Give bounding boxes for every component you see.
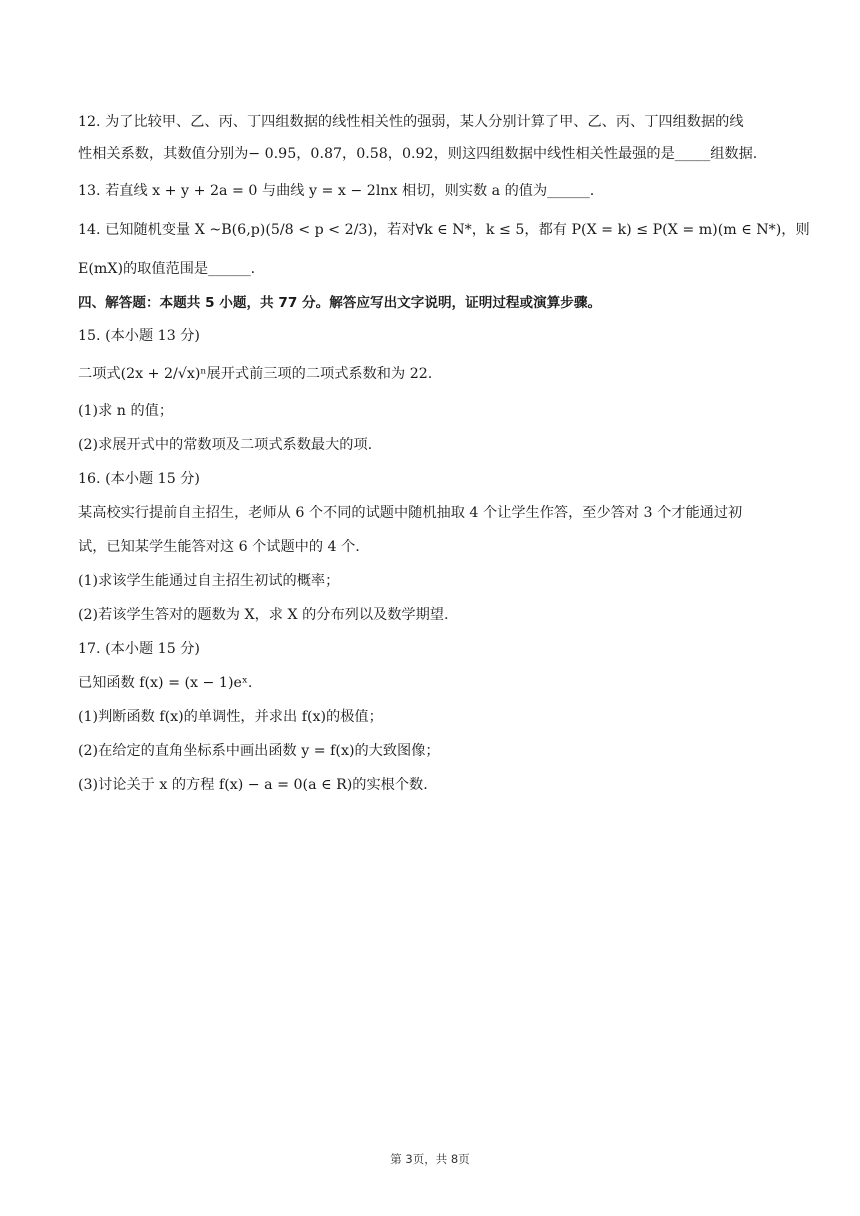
q16-part-2: (2)若该学生答对的题数为 X，求 X 的分布列以及数学期望. — [78, 607, 449, 623]
q17-part-1: (1)判断函数 f(x)的单调性，并求出 f(x)的极值； — [78, 709, 383, 725]
q12-line-1: 12. 为了比较甲、乙、丙、丁四组数据的线性相关性的强弱，某人分别计算了甲、乙、丙、丁四组数据的线 — [78, 114, 744, 130]
q16-statement-1: 某高校实行提前自主招生，老师从 6 个不同的试题中随机抽取 4 个让学生作答，至少答对 3 个才能通过初 — [78, 505, 743, 521]
q17-header: 17. (本小题 15 分) — [78, 641, 200, 657]
q17-part-2: (2)在给定的直角坐标系中画出函数 y = f(x)的大致图像； — [78, 743, 440, 759]
q17-part-3: (3)讨论关于 x 的方程 f(x) − a = 0(a ∈ R)的实根个数. — [78, 777, 428, 793]
q12-line-2: 性相关系数，其数值分别为− 0.95，0.87，0.58，0.92，则这四组数据中线性相关性最强的是_____组数据. — [78, 146, 758, 162]
q15-part-1: (1)求 n 的值； — [78, 403, 174, 419]
q13-line: 13. 若直线 x + y + 2a = 0 与曲线 y = x − 2lnx 相切，则实数 a 的值为______. — [78, 183, 595, 199]
q15-header: 15. (本小题 13 分) — [78, 328, 200, 344]
section-heading: 四、解答题：本题共 5 小题，共 77 分。解答应写出文字说明，证明过程或演算步骤。 — [78, 295, 602, 311]
q14-line-2: E(mX)的取值范围是______. — [78, 261, 256, 277]
q14-line-1: 14. 已知随机变量 X ~B(6,p)(5/8 < p < 2/3)，若对∀k ∈ N*，k ≤ 5，都有 P(X = k) ≤ P(X = m)(m ∈ N*)，则 — [78, 222, 810, 238]
q16-header: 16. (本小题 15 分) — [78, 471, 200, 487]
q17-statement: 已知函数 f(x) = (x − 1)eˣ. — [78, 675, 253, 691]
q15-statement: 二项式(2x + 2/√x)ⁿ展开式前三项的二项式系数和为 22. — [78, 366, 433, 382]
q16-statement-2: 试，已知某学生能答对这 6 个试题中的 4 个. — [78, 539, 360, 555]
page-footer: 第 3页，共 8页 — [390, 1152, 470, 1166]
q15-part-2: (2)求展开式中的常数项及二项式系数最大的项. — [78, 437, 373, 453]
q16-part-1: (1)求该学生能通过自主招生初试的概率； — [78, 573, 340, 589]
